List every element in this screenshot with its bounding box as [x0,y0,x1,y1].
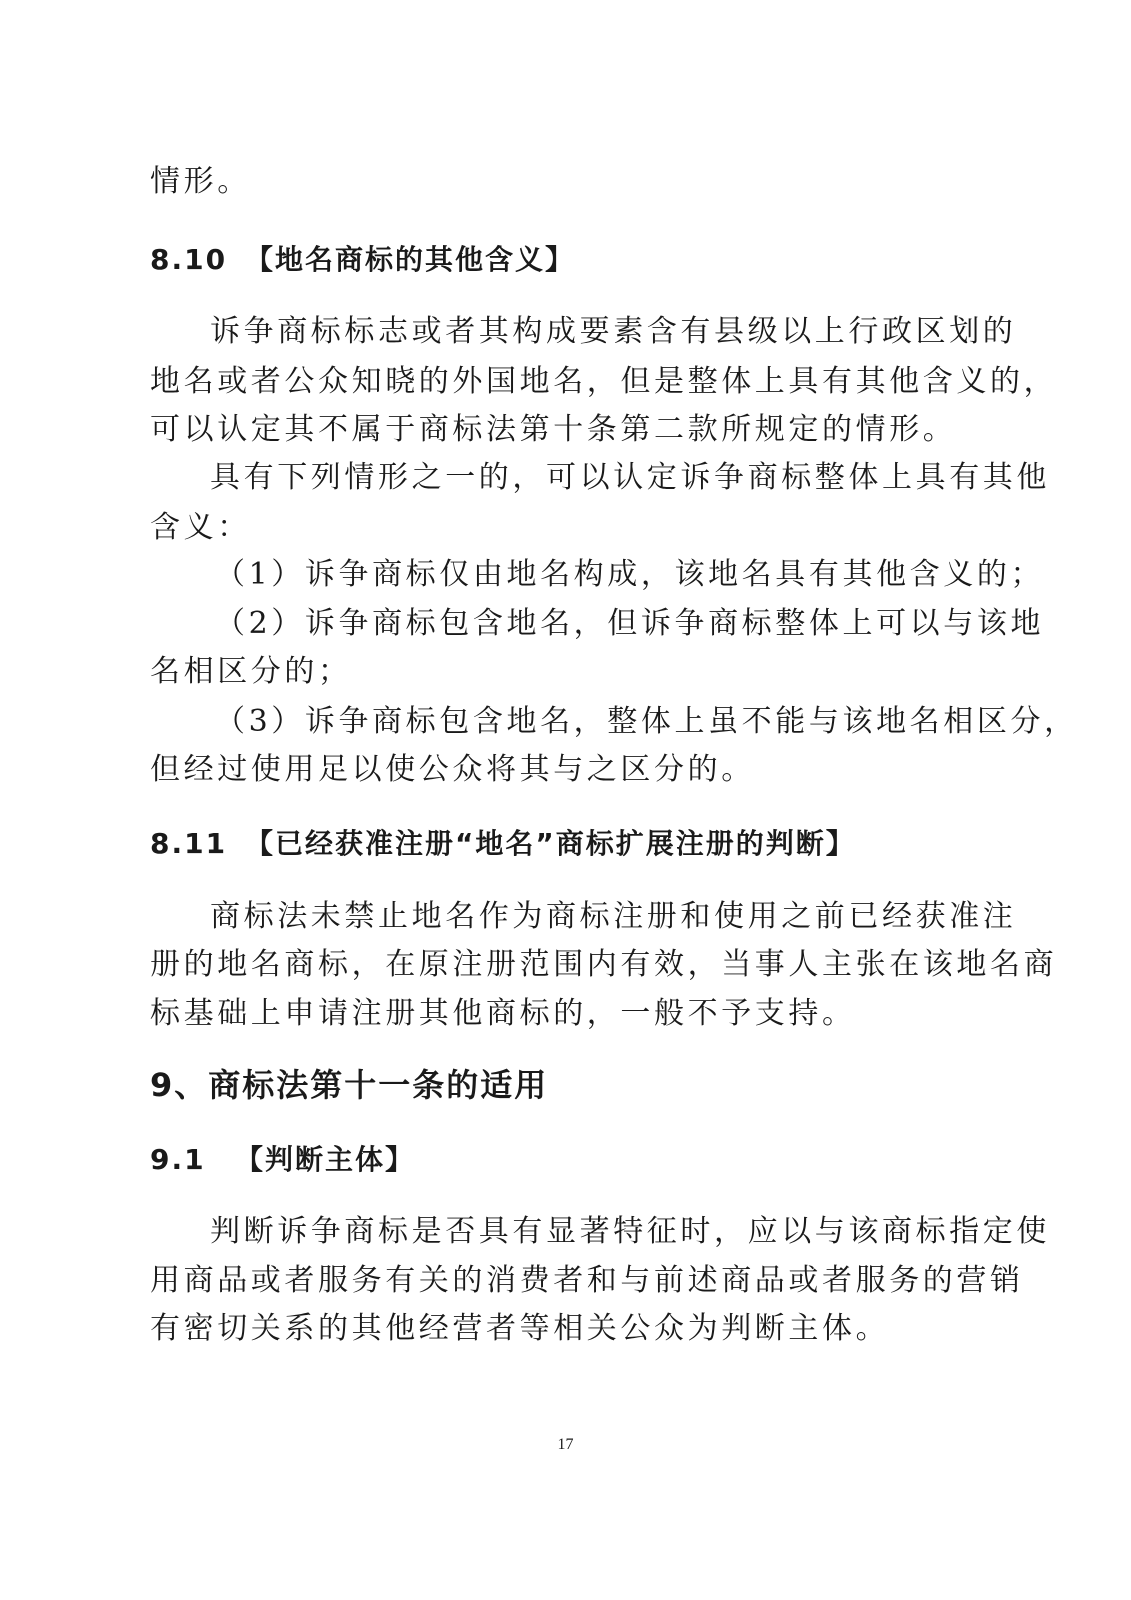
section-heading-8-10 [150,240,575,280]
section-title: 【地名商标的其他含义】 [245,243,576,276]
section-title: 【判断主体】 [235,1143,416,1176]
paragraph-line: 但经过使用足以使公众将其与之区分的。 [150,752,755,787]
paragraph-line: 商标法未禁止地名作为商标注册和使用之前已经获准注 [210,899,1017,934]
section-title: 【已经获准注册“地名”商标扩展注册的判断】 [245,827,856,860]
section-number: 8.11 [150,827,228,860]
list-item: （1）诉争商标仅由地名构成，该地名具有其他含义的； [215,557,1045,592]
paragraph-line: 标基础上申请注册其他商标的，一般不予支持。 [150,996,856,1031]
paragraph-line: 有密切关系的其他经营者等相关公众为判断主体。 [150,1311,890,1346]
list-item: （2）诉争商标包含地名，但诉争商标整体上可以与该地 [215,606,1045,641]
paragraph-line: 含义： [150,510,251,545]
section-heading-9-1 [150,1140,415,1180]
list-item: （3）诉争商标包含地名，整体上虽不能与该地名相区分， [215,704,1078,739]
paragraph-line: 具有下列情形之一的，可以认定诉争商标整体上具有其他 [210,460,1050,495]
paragraph-line: 用商品或者服务有关的消费者和与前述商品或者服务的营销 [150,1263,1024,1298]
paragraph-line: 诉争商标标志或者其构成要素含有县级以上行政区划的 [210,314,1017,349]
paragraph-line: 情形。 [150,164,251,199]
section-number: 9.1 [150,1143,206,1176]
section-number: 8.10 [150,243,228,276]
paragraph-line: 可以认定其不属于商标法第十条第二款所规定的情形。 [150,412,957,447]
section-heading-8-11 [150,824,856,864]
paragraph-line: 判断诉争商标是否具有显著特征时，应以与该商标指定使 [210,1214,1050,1249]
paragraph-line: 册的地名商标，在原注册范围内有效，当事人主张在该地名商 [150,947,1058,982]
page-number: 17 [557,1436,574,1453]
paragraph-line: 地名或者公众知晓的外国地名，但是整体上具有其他含义的， [150,364,1058,399]
chapter-heading-9: 9、商标法第十一条的适用 [150,1066,549,1104]
paragraph-line: 名相区分的； [150,654,352,689]
